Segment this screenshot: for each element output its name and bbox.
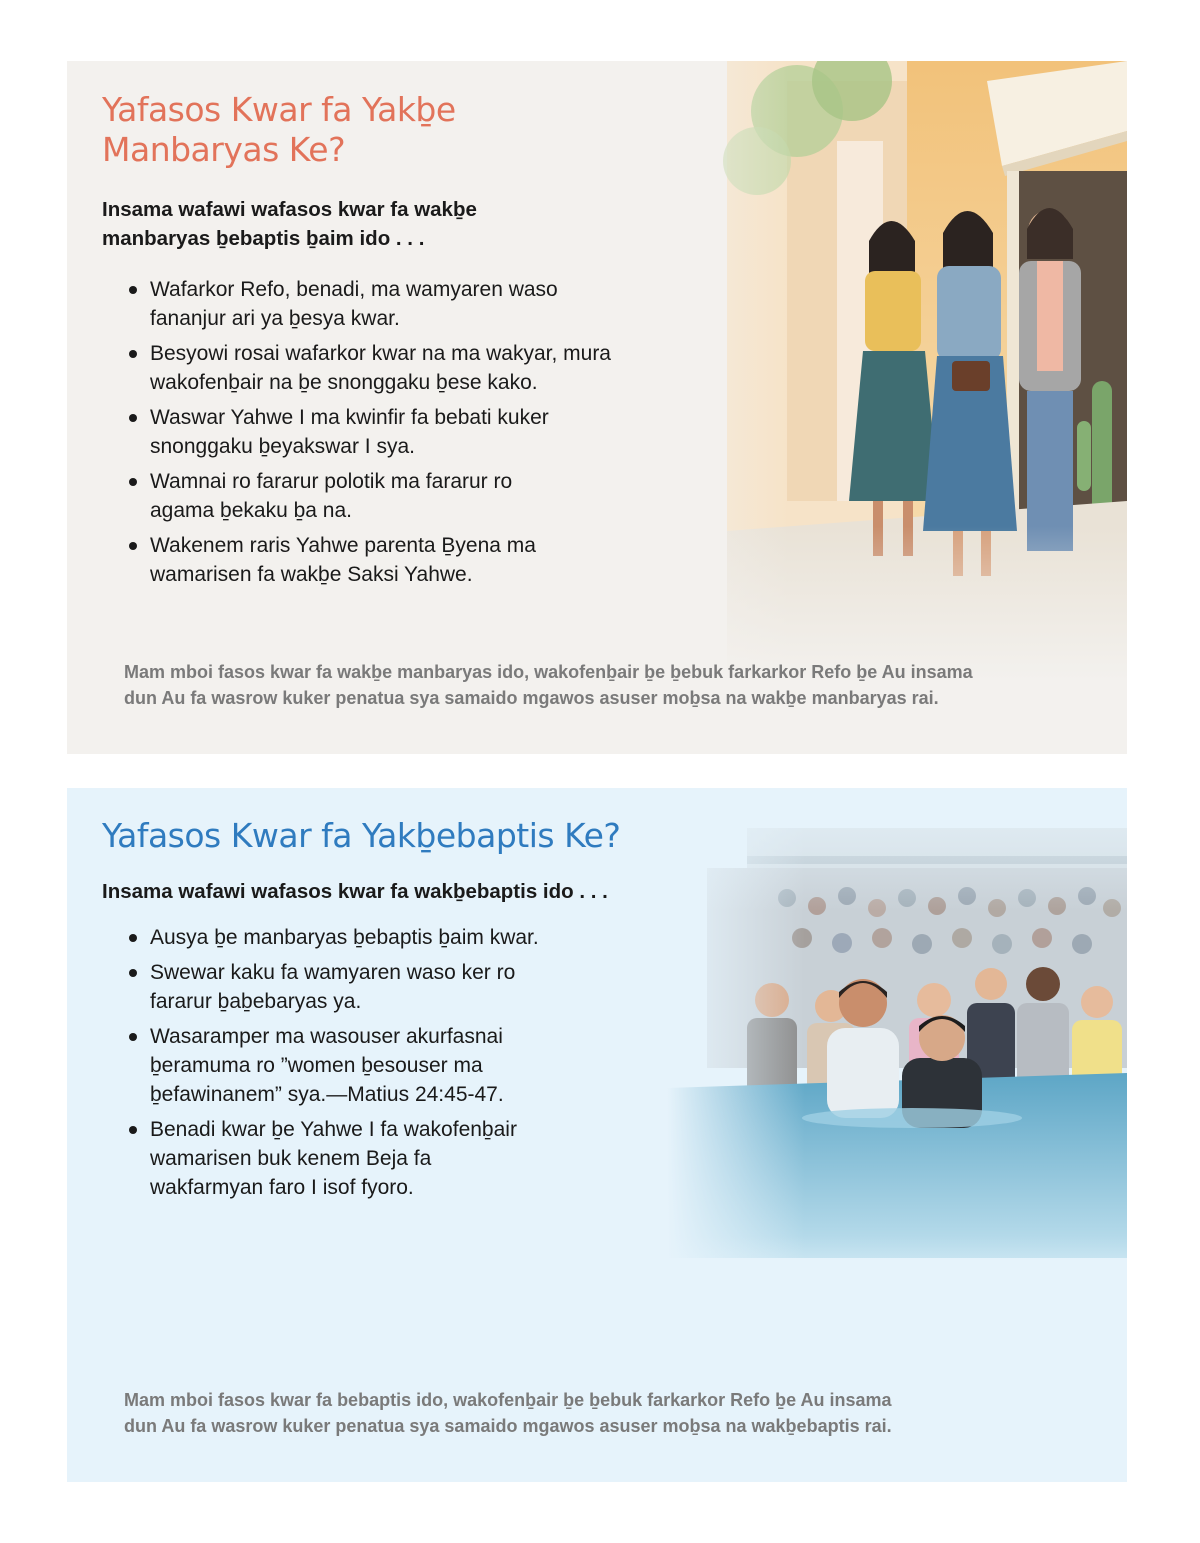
manbaryas-title-line-2: Manbaryas Ke? xyxy=(102,130,346,169)
bullet-icon xyxy=(129,969,137,977)
list-item-line: wakfarmyan faro I isof fyoro. xyxy=(150,1176,414,1199)
list-item-line: wamarisen fa wakḇe Saksi Yahwe. xyxy=(150,563,473,586)
bullet-icon xyxy=(129,286,137,294)
manbaryas-note xyxy=(124,659,973,711)
list-item-line: fananjur ari ya ḇesya kwar. xyxy=(150,307,400,330)
baptis-content xyxy=(102,816,620,1208)
list-item-line: Wafarkor Refo, benadi, ma wamyaren waso xyxy=(150,278,558,301)
manbaryas-lead-line-2: manbaryas ḇebaptis ḇaim ido . . . xyxy=(102,227,425,250)
list-item xyxy=(102,923,620,952)
manbaryas-note-line-1: Mam mboi fasos kwar fa wakḇe manbaryas ido, wakofenḇair ḇe ḇebuk farkarkor Refo ḇe Au insama xyxy=(124,662,973,682)
list-item xyxy=(102,275,611,333)
baptis-title: Yafasos Kwar fa Yakḇebaptis Ke? xyxy=(102,816,621,855)
manbaryas-title xyxy=(102,90,522,170)
list-item-line: fararur ḇaḇebaryas ya. xyxy=(150,990,362,1013)
list-item-line: Waswar Yahwe I ma kwinfir fa bebati kuker xyxy=(150,406,549,429)
bullet-icon xyxy=(129,542,137,550)
manbaryas-panel xyxy=(67,61,1127,754)
list-item-line: Benadi kwar ḇe Yahwe I fa wakofenḇair xyxy=(150,1118,517,1141)
baptis-note xyxy=(124,1387,892,1439)
manbaryas-note-line-2: dun Au fa wasrow kuker penatua sya samaido mgawos asuser moḇsa na wakḇe manbaryas rai. xyxy=(124,688,939,708)
list-item-line: ḇefawinanem” sya.—Matius 24:45-47. xyxy=(150,1083,504,1106)
list-item-line: wamarisen buk kenem Beja fa xyxy=(150,1147,432,1170)
list-item-line: Wamnai ro fararur polotik ma fararur ro xyxy=(150,470,513,493)
bullet-icon xyxy=(129,350,137,358)
list-item-line: wakofenḇair na ḇe snonggaku ḇese kako. xyxy=(150,371,538,394)
list-item xyxy=(102,958,620,1016)
bullet-icon xyxy=(129,1126,137,1134)
list-item-line: ḇeramuma ro ”women ḇesouser ma xyxy=(150,1054,483,1077)
list-item xyxy=(102,403,611,461)
manbaryas-title-line-1: Yafasos Kwar fa Yakḇe xyxy=(102,90,456,129)
list-item-line: Wakenem raris Yahwe parenta Ḇyena ma xyxy=(150,534,536,557)
list-item-line: Ausya ḇe manbaryas ḇebaptis ḇaim kwar. xyxy=(150,926,539,949)
manbaryas-lead-line-1: Insama wafawi wafasos kwar fa wakḇe xyxy=(102,198,477,221)
list-item xyxy=(102,1022,620,1109)
manbaryas-list xyxy=(102,275,611,589)
bullet-icon xyxy=(129,478,137,486)
list-item-line: agama ḇekaku ḇa na. xyxy=(150,499,352,522)
list-item xyxy=(102,1115,620,1202)
bullet-icon xyxy=(129,934,137,942)
list-item xyxy=(102,339,611,397)
baptism-illustration xyxy=(667,788,1127,1348)
baptis-note-line-2: dun Au fa wasrow kuker penatua sya samaido mgawos asuser moḇsa na wakḇebaptis rai. xyxy=(124,1416,892,1436)
baptis-note-line-1: Mam mboi fasos kwar fa bebaptis ido, wakofenḇair ḇe ḇebuk farkarkor Refo ḇe Au insama xyxy=(124,1390,892,1410)
baptis-panel xyxy=(67,788,1127,1482)
list-item-line: Swewar kaku fa wamyaren waso ker ro xyxy=(150,961,516,984)
list-item xyxy=(102,531,611,589)
baptis-list xyxy=(102,923,620,1202)
list-item xyxy=(102,467,611,525)
manbaryas-lead xyxy=(102,195,611,253)
baptis-lead: Insama wafawi wafasos kwar fa wakḇebaptis ido . . . xyxy=(102,880,608,903)
list-item-line: Besyowi rosai wafarkor kwar na ma wakyar, mura xyxy=(150,342,611,365)
list-item-line: Wasaramper ma wasouser akurfasnai xyxy=(150,1025,503,1048)
doorway-conversation-illustration xyxy=(607,61,1127,681)
bullet-icon xyxy=(129,1033,137,1041)
manbaryas-content xyxy=(102,90,611,595)
bullet-icon xyxy=(129,414,137,422)
list-item-line: snonggaku ḇeyakswar I sya. xyxy=(150,435,415,458)
